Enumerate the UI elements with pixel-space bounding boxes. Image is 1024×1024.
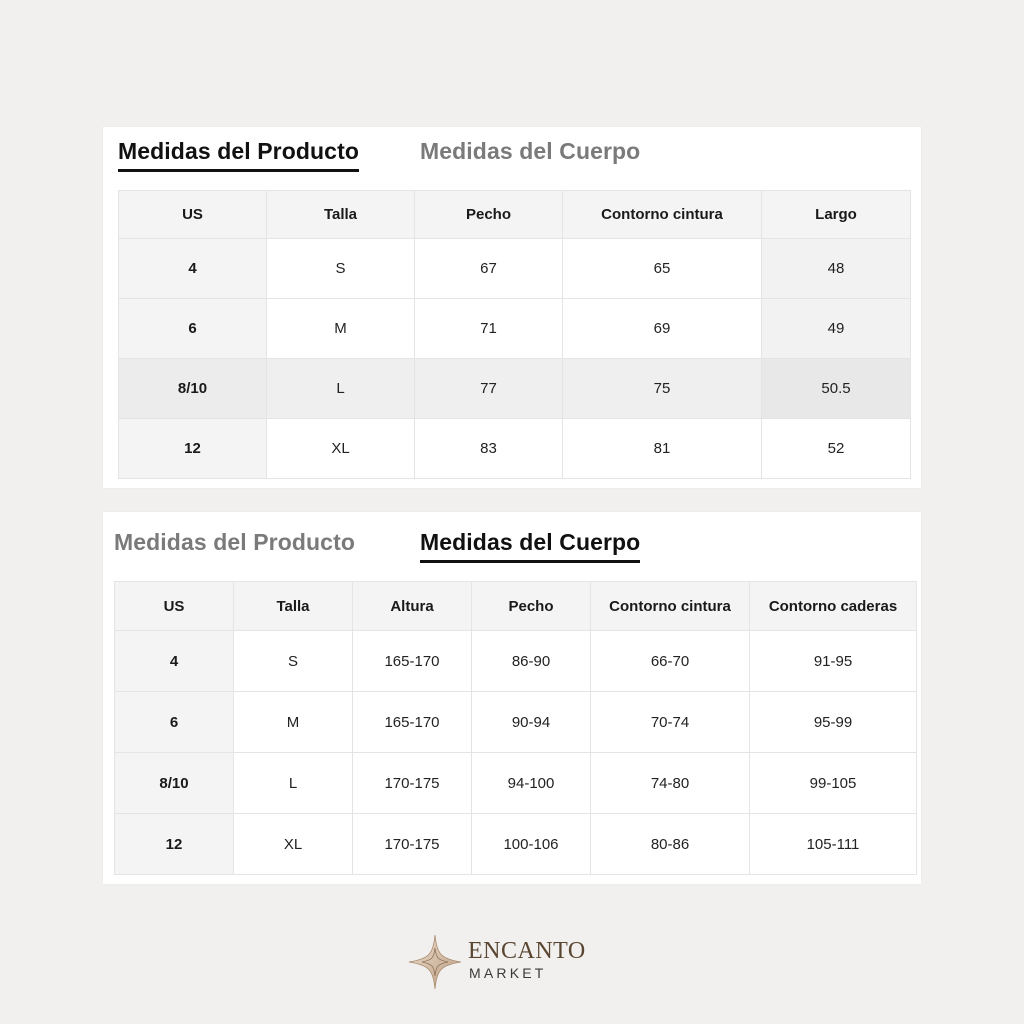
- cell-caderas: 105-111: [750, 814, 917, 875]
- tab-product-measurements[interactable]: Medidas del Producto: [114, 529, 355, 555]
- cell-cintura: 70-74: [591, 692, 750, 753]
- cell-us: 4: [115, 631, 234, 692]
- cell-talla: L: [234, 753, 353, 814]
- cell-largo: 49: [762, 299, 911, 359]
- cell-talla: S: [234, 631, 353, 692]
- table-row: [115, 753, 917, 814]
- cell-caderas: 95-99: [750, 692, 917, 753]
- cell-pecho: 86-90: [472, 631, 591, 692]
- cell-pecho: 77: [415, 359, 563, 419]
- tab-body-measurements[interactable]: Medidas del Cuerpo: [420, 529, 641, 555]
- header-altura: Altura: [353, 582, 472, 631]
- cell-largo: 52: [762, 419, 911, 479]
- cell-altura: 170-175: [353, 814, 472, 875]
- body-measurements-card: [103, 512, 921, 884]
- cell-us: 8/10: [119, 359, 267, 419]
- cell-pecho: 71: [415, 299, 563, 359]
- table-header-row: [115, 582, 917, 631]
- body-size-table: [114, 581, 917, 875]
- cell-cintura: 81: [563, 419, 762, 479]
- header-largo: Largo: [762, 191, 911, 239]
- cell-us: 4: [119, 239, 267, 299]
- cell-pecho: 90-94: [472, 692, 591, 753]
- cell-talla: XL: [267, 419, 415, 479]
- cell-talla: M: [234, 692, 353, 753]
- product-measurements-card: [103, 127, 921, 488]
- cell-cintura: 75: [563, 359, 762, 419]
- cell-largo: 50.5: [762, 359, 911, 419]
- product-size-table: [118, 190, 911, 479]
- cell-cintura: 69: [563, 299, 762, 359]
- cell-largo: 48: [762, 239, 911, 299]
- header-pecho: Pecho: [415, 191, 563, 239]
- cell-us: 8/10: [115, 753, 234, 814]
- cell-altura: 165-170: [353, 631, 472, 692]
- brand-subtitle: MARKET: [469, 965, 547, 981]
- tab-product-measurements[interactable]: Medidas del Producto: [118, 138, 359, 164]
- brand-name: ENCANTO: [468, 938, 586, 964]
- cell-pecho: 67: [415, 239, 563, 299]
- cell-altura: 170-175: [353, 753, 472, 814]
- header-contorno-caderas: Contorno caderas: [750, 582, 917, 631]
- cell-us: 12: [119, 419, 267, 479]
- star-icon: [408, 934, 462, 990]
- cell-caderas: 91-95: [750, 631, 917, 692]
- header-talla: Talla: [234, 582, 353, 631]
- table-row: [115, 631, 917, 692]
- table-row: [119, 359, 911, 419]
- cell-cintura: 66-70: [591, 631, 750, 692]
- table-row: [115, 692, 917, 753]
- cell-us: 12: [115, 814, 234, 875]
- table-row: [119, 419, 911, 479]
- cell-us: 6: [115, 692, 234, 753]
- cell-talla: S: [267, 239, 415, 299]
- tab-body-measurements[interactable]: Medidas del Cuerpo: [420, 138, 641, 164]
- table-row: [119, 239, 911, 299]
- cell-us: 6: [119, 299, 267, 359]
- cell-cintura: 65: [563, 239, 762, 299]
- table-header-row: [119, 191, 911, 239]
- cell-cintura: 80-86: [591, 814, 750, 875]
- header-us: US: [115, 582, 234, 631]
- table-row: [119, 299, 911, 359]
- header-talla: Talla: [267, 191, 415, 239]
- cell-talla: XL: [234, 814, 353, 875]
- header-us: US: [119, 191, 267, 239]
- brand-logo: [408, 934, 598, 994]
- cell-talla: M: [267, 299, 415, 359]
- table-row: [115, 814, 917, 875]
- header-contorno-cintura: Contorno cintura: [591, 582, 750, 631]
- cell-caderas: 99-105: [750, 753, 917, 814]
- cell-pecho: 94-100: [472, 753, 591, 814]
- cell-talla: L: [267, 359, 415, 419]
- cell-pecho: 100-106: [472, 814, 591, 875]
- header-pecho: Pecho: [472, 582, 591, 631]
- cell-cintura: 74-80: [591, 753, 750, 814]
- cell-altura: 165-170: [353, 692, 472, 753]
- header-contorno-cintura: Contorno cintura: [563, 191, 762, 239]
- cell-pecho: 83: [415, 419, 563, 479]
